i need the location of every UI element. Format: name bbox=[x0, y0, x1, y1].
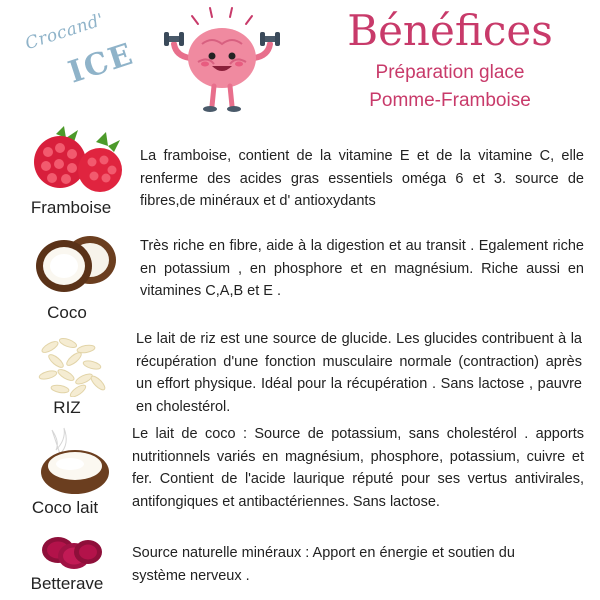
label-betterave: Betterave bbox=[30, 574, 104, 593]
label-coco-lait: Coco lait bbox=[31, 498, 99, 517]
logo-ice-text: ICE bbox=[64, 36, 139, 91]
raspberry-icon bbox=[26, 124, 126, 194]
brand-logo bbox=[18, 8, 138, 103]
subtitle-flavor: Pomme-Framboise bbox=[369, 90, 531, 111]
brain-mascot-icon bbox=[162, 6, 282, 116]
text-riz: Le lait de riz est une source de glucide. Les glucides contribuent à la récupération d'une fonction musculaire normale (contraction) après un effort physique. Idéal pour la récupération . Sans lactose , pauvre en cholestérol. bbox=[136, 331, 582, 415]
text-coco-lait: Le lait de coco : Source de potassium, sans cholestérol . apports nutritionnels variés en magnésium, phosphore, potassium, cuivre et fer. Contient de l'acide laurique réputé pour ses vertus antivirales, antifongiques et antibactériennes. Sans lactose. bbox=[132, 426, 584, 510]
page-title: Bénéfices bbox=[347, 6, 553, 55]
coconut-icon bbox=[32, 232, 122, 294]
label-framboise: Framboise bbox=[30, 198, 112, 217]
subtitle-preparation: Préparation glace bbox=[375, 62, 525, 83]
label-coco: Coco bbox=[47, 303, 87, 322]
coconut-milk-icon bbox=[30, 426, 120, 496]
text-coco: Très riche en fibre, aide à la digestion et au transit . Egalement riche en potassium , en phosphore et en magnésium. Riche aussi en vitamines C,A,B et E . bbox=[140, 238, 584, 299]
logo-script-text: Crocand' bbox=[22, 9, 107, 55]
text-betterave: Source naturelle minéraux : Apport en énergie et soutien du système nerveux . bbox=[132, 545, 515, 584]
label-riz: RIZ bbox=[53, 398, 81, 417]
text-framboise: La framboise, contient de la vitamine E et de la vitamine C, elle renferme des acides gras essentiels oméga 6 et 3. source de fibres,de minéraux et d' antioxydants bbox=[140, 148, 584, 209]
rice-icon bbox=[36, 335, 112, 397]
beetroot-icon bbox=[36, 532, 106, 574]
